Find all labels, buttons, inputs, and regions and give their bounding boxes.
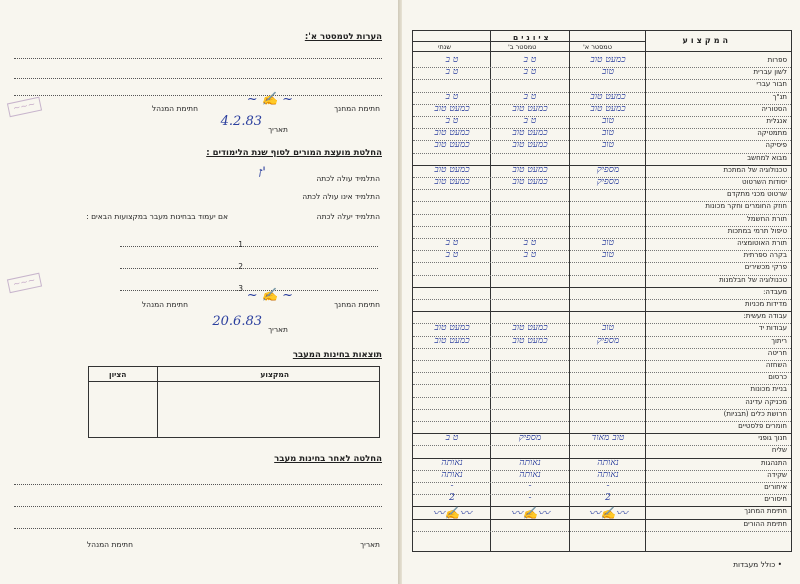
subject-label: יסודות השרטוט: [741, 178, 787, 186]
subject-label: שרטוט מכני מתקדם: [727, 190, 787, 199]
grade-cell: כמעט טוב: [434, 103, 470, 114]
grade-cell: נאותה: [519, 469, 541, 480]
grade-cell: נאותה: [597, 469, 619, 480]
grade-cell: ט ב: [523, 91, 537, 102]
subject-label: חתימת המחנך: [744, 507, 787, 516]
date-label-2: תאריך: [268, 325, 288, 334]
subject-header: המקצוע: [682, 36, 731, 45]
after-decision-header: החלטה לאחר בחינות מעבר: [274, 454, 382, 464]
subject-label: חיסורים: [764, 495, 787, 504]
sig-principal-label: חתימת המנהל: [151, 104, 198, 113]
grade-cell: כמעט טוב: [434, 140, 470, 151]
grade-cell: ט ב: [445, 116, 459, 126]
grade-cell: כמעט טוב: [590, 91, 626, 102]
grade-cell: -: [528, 481, 532, 491]
grade-cell: ט ב: [445, 91, 459, 102]
grade-cell: -: [528, 493, 532, 504]
subject-label: הסטוריה: [761, 104, 787, 113]
num-2: 2.: [235, 262, 243, 271]
grade-cell: -: [606, 481, 610, 491]
subject-label: אנגלית: [766, 117, 787, 125]
subject-label: טכנולוגיה של המתכת: [723, 165, 787, 174]
grade-cell: כמעט טוב: [590, 55, 626, 65]
grade-cell: כמעט טוב: [512, 177, 548, 187]
grade-cell: טוב: [601, 128, 615, 139]
sig-educator-label-2: חתימת המחנך: [334, 300, 380, 309]
subject-label: שקידה: [767, 470, 787, 479]
date-2: 20.6.83: [212, 314, 262, 329]
not-promoted-label: התלמיד אינו עולה לכתה: [302, 192, 380, 201]
grade-cell: כמעט טוב: [434, 323, 470, 334]
grade-cell: כמעט טוב: [434, 128, 470, 139]
grade-cell: כמעט טוב: [434, 177, 470, 187]
grade-cell: נאותה: [441, 469, 463, 480]
grades-table: [412, 30, 792, 552]
council-header: החלטת מועצת המורים לסוף שנת הלימודים :: [206, 148, 382, 158]
subject-label: תורת האוטומציה: [737, 239, 787, 247]
mini-grade-header: הציון: [109, 370, 127, 379]
grade-cell: ט ב: [445, 55, 459, 65]
subject-label: חתימת ההורים: [743, 519, 787, 528]
educator-signature-2: ~ ✍ ~: [246, 288, 293, 303]
grade-cell: מספיק: [596, 164, 620, 175]
promoted-label: התלמיד עולה לכתה: [316, 174, 380, 183]
date-label-3: תאריך: [360, 540, 380, 549]
grade-cell: ט ב: [523, 55, 537, 65]
conditional-tail: אם יעמוד בבחינות מעבר במקצועות הבאים :: [86, 212, 228, 221]
subject-label: חנוך גופני: [758, 434, 787, 443]
subject-label: מדידות מכניות: [744, 300, 787, 308]
grade-cell: ט ב: [523, 250, 537, 261]
sig-principal-label-2: חתימת המנהל: [141, 300, 188, 309]
stamp-2: ~~~: [7, 273, 42, 293]
subject-label: בקרה ספרתית: [743, 251, 787, 260]
subject-label: התנהגות: [761, 458, 787, 467]
grade-cell: טוב: [601, 323, 615, 334]
grade-cell: טוב: [601, 67, 615, 78]
subject-label: מעבדה:: [763, 287, 787, 296]
subject-label: חומרים פלסטיים: [738, 422, 787, 430]
subject-label: ספרות: [767, 56, 787, 64]
subject-label: תורת החשמל: [746, 214, 787, 223]
subject-label: חוזק החומרים וחקר מכונות: [705, 202, 787, 211]
subject-label: איחורים: [764, 483, 787, 491]
grade-cell: ט ב: [445, 433, 459, 444]
subject-label: חריטה: [767, 348, 787, 357]
sig-principal-label-3: חתימת המנהל: [86, 540, 133, 549]
grade-cell: כמעט טוב: [512, 103, 548, 114]
grade-cell: טוב: [601, 250, 615, 261]
grade-cell: טוב: [601, 116, 615, 126]
grade-cell: כמעט טוב: [512, 323, 548, 334]
grade-cell: ט ב: [445, 238, 459, 248]
subject-label: חבור עברי: [756, 80, 787, 89]
grade-cell: כמעט טוב: [512, 140, 548, 151]
right-page: [402, 0, 800, 584]
left-page: [0, 0, 398, 584]
grade-cell: כמעט טוב: [434, 164, 470, 175]
promoted-class: ז': [258, 165, 266, 181]
subject-label: תנ"ך: [772, 92, 787, 101]
subject-label: פיסיקה: [765, 141, 787, 150]
num-1: 1.: [235, 240, 243, 249]
subject-label: שליח: [771, 446, 787, 455]
footnote: • כולל מעבדות: [733, 560, 782, 569]
grade-cell: -: [450, 481, 454, 491]
grade-cell: ט ב: [523, 67, 537, 78]
sig-educator-label: חתימת המחנך: [334, 104, 380, 113]
subject-label: כרסום: [768, 373, 787, 382]
grade-cell: מספיק: [596, 335, 620, 346]
grade-cell: ט ב: [523, 238, 537, 248]
grade-cell: כמעט טוב: [512, 164, 548, 175]
num-3: 3.: [235, 284, 243, 293]
grade-cell: 2: [605, 493, 611, 504]
mini-subject-header: המקצוע: [260, 370, 289, 379]
subject-label: השחזה: [765, 361, 787, 369]
grade-cell: נאותה: [519, 457, 541, 468]
grade-cell: ט ב: [445, 67, 459, 78]
date-1: 4.2.83: [220, 114, 262, 129]
grade-cell: מספיק: [518, 433, 542, 444]
grade-cell: טוב: [601, 140, 615, 151]
grade-cell: כמעט טוב: [512, 128, 548, 139]
transition-header: תוצאות בחינות המעבר: [292, 350, 382, 360]
grade-cell: נאותה: [441, 457, 463, 468]
grade-cell: כמעט טוב: [512, 335, 548, 346]
grade-cell: כמעט טוב: [590, 103, 626, 114]
stamp-1: ~~~: [7, 97, 42, 117]
grade-cell: כמעט טוב: [434, 335, 470, 346]
subject-label: פרקי מכשירים: [744, 263, 787, 272]
subject-label: מכניקה עדינה: [745, 397, 787, 406]
sem1-header: טמסטר א': [583, 43, 612, 51]
subject-label: עבודות יד: [758, 324, 787, 333]
grade-cell: ט ב: [445, 250, 459, 261]
subject-label: טכנולוגיה של חבלמנות: [719, 275, 787, 284]
educator-signature-3: 〰✍〰: [432, 506, 472, 521]
subject-label: בניית מכונות: [750, 385, 787, 394]
grade-cell: ט ב: [523, 116, 537, 126]
subject-label: לשון עברית: [753, 68, 787, 77]
date-label-1: תאריך: [268, 125, 288, 134]
subject-label: מבוא למחשב: [747, 153, 787, 162]
grade-cell: 2: [449, 493, 455, 504]
grade-cell: מספיק: [596, 177, 620, 187]
grade-cell: נאותה: [597, 457, 619, 468]
annual-header: שנתי: [438, 43, 451, 51]
grade-cell: טוב: [601, 238, 615, 248]
remarks-header: הערות לטמסטר א':: [304, 32, 382, 42]
subject-label: ריתוך: [771, 336, 787, 345]
educator-signature: ~ ✍ ~: [246, 92, 293, 107]
subject-label: מתמטיקה: [757, 129, 787, 138]
subject-label: עבודה מעשית:: [743, 312, 787, 321]
subject-label: טיפול תרמי במתכות: [727, 226, 787, 235]
transition-table: [88, 366, 380, 438]
conditional-label: התלמיד יעלה לכתה: [316, 212, 380, 221]
educator-signature-1: 〰✍〰: [588, 506, 628, 521]
educator-signature-2: 〰✍〰: [510, 506, 550, 521]
subject-label: חרושת כלים (תבניות): [723, 409, 787, 418]
sem2-header: טמסטר ב': [508, 43, 537, 51]
grade-cell: טוב מאוד: [591, 433, 625, 444]
grades-title: ציונים: [513, 33, 552, 42]
